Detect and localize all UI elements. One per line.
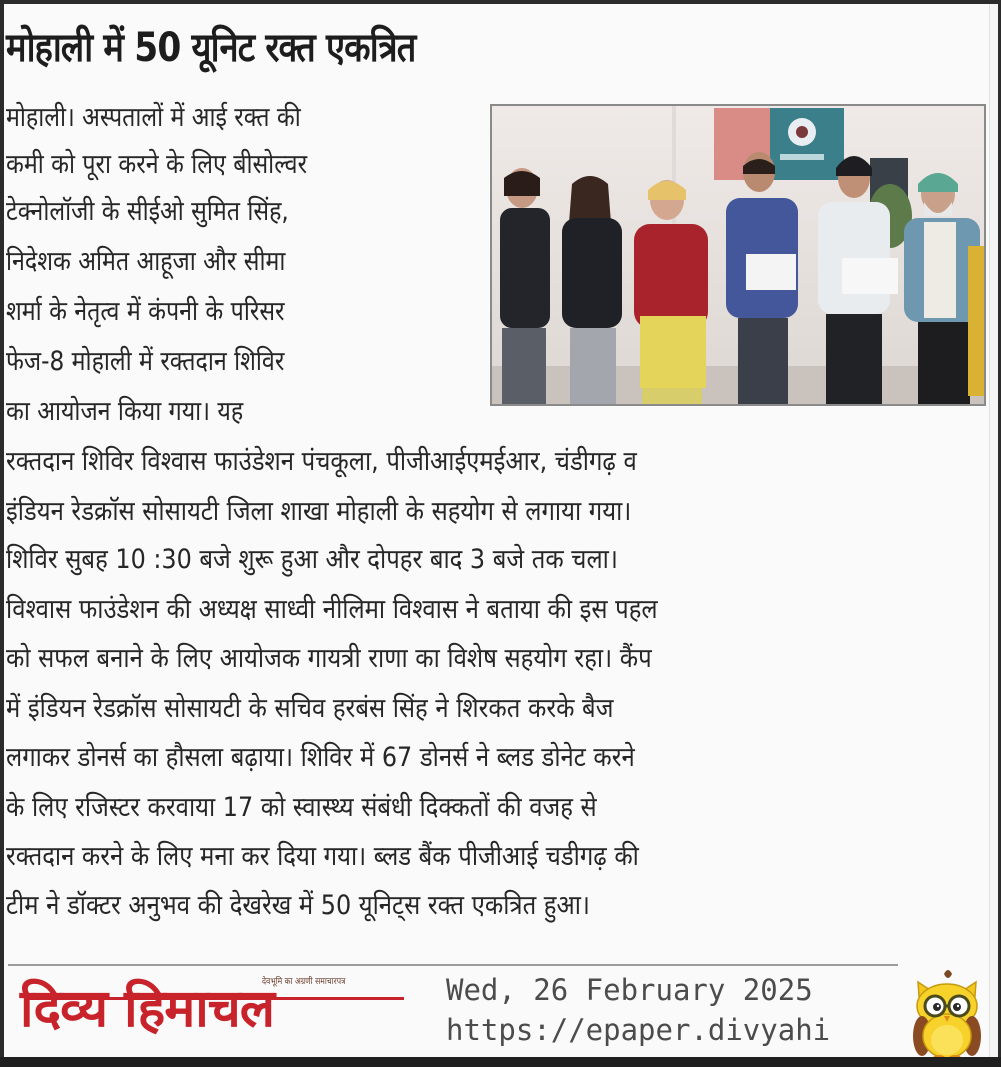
- logo-tagline: देवभूमि का अग्रणी समाचारपत्र: [262, 977, 346, 987]
- source-url[interactable]: https://epaper.divyahi: [446, 1013, 831, 1047]
- owl-icon: [908, 966, 986, 1057]
- article-line: टेक्नोलॉजी के सीईओ सुमित सिंह,: [6, 196, 289, 227]
- source-meta: [446, 970, 830, 1050]
- article-line: फेज-8 मोहाली में रक्तदान शिविर: [6, 346, 285, 377]
- article-line: विश्वास फाउंडेशन की अध्यक्ष साध्वी नीलिमा विश्वास ने बताया की इस पहल: [6, 594, 658, 625]
- footer-divider: [8, 964, 898, 966]
- article-line: कमी को पूरा करने के लिए बीसोल्वर: [6, 149, 308, 180]
- newspaper-clipping: [4, 4, 989, 1057]
- page-edge: [989, 4, 998, 1057]
- article-line: लगाकर डोनर्स का हौसला बढ़ाया। शिविर में 67 डोनर्स ने ब्लड डोनेट करने: [6, 742, 635, 773]
- article-line: इंडियन रेडक्रॉस सोसायटी जिला शाखा मोहाली के सहयोग से लगाया गया।: [6, 496, 632, 527]
- publish-date: Wed, 26 February 2025: [446, 973, 813, 1007]
- viewer-bottom-bar: [0, 1057, 1001, 1067]
- group-photo-image: [492, 106, 984, 404]
- article-line: टीम ने डॉक्टर अनुभव की देखरेख में 50 यूनिट्स रक्त एकत्रित हुआ।: [6, 890, 590, 921]
- article-photo: [490, 104, 986, 406]
- article-line: शर्मा के नेतृत्व में कंपनी के परिसर: [6, 296, 285, 327]
- article-line: निदेशक अमित आहूजा और सीमा: [6, 246, 286, 277]
- article-line: का आयोजन किया गया। यह: [6, 396, 244, 427]
- article-line: रक्तदान करने के लिए मना कर दिया गया। ब्लड बैंक पीजीआई चडीगढ़ की: [6, 841, 639, 872]
- logo-text: दिव्य हिमाचल: [20, 978, 275, 1039]
- article-line: के लिए रजिस्टर करवाया 17 को स्वास्थ्य संबंधी दिक्कतों की वजह से: [6, 792, 597, 823]
- newspaper-logo: [20, 970, 410, 1050]
- article-line: को सफल बनाने के लिए आयोजक गायत्री राणा का विशेष सहयोग रहा। कैंप: [6, 643, 652, 674]
- article-line: रक्तदान शिविर विश्वास फाउंडेशन पंचकूला, पीजीआईएमईआर, चंडीगढ़ व: [6, 446, 637, 477]
- article-line: में इंडियन रेडक्रॉस सोसायटी के सचिव हरबंस सिंह ने शिरकत करके बैज: [6, 693, 614, 724]
- article-line: मोहाली। अस्पतालों में आई रक्त की: [6, 102, 301, 133]
- article-headline: मोहाली में 50 यूनिट रक्त एकत्रित: [6, 25, 416, 71]
- article-line: शिविर सुबह 10 :30 बजे शुरू हुआ और दोपहर बाद 3 बजे तक चला।: [6, 544, 618, 575]
